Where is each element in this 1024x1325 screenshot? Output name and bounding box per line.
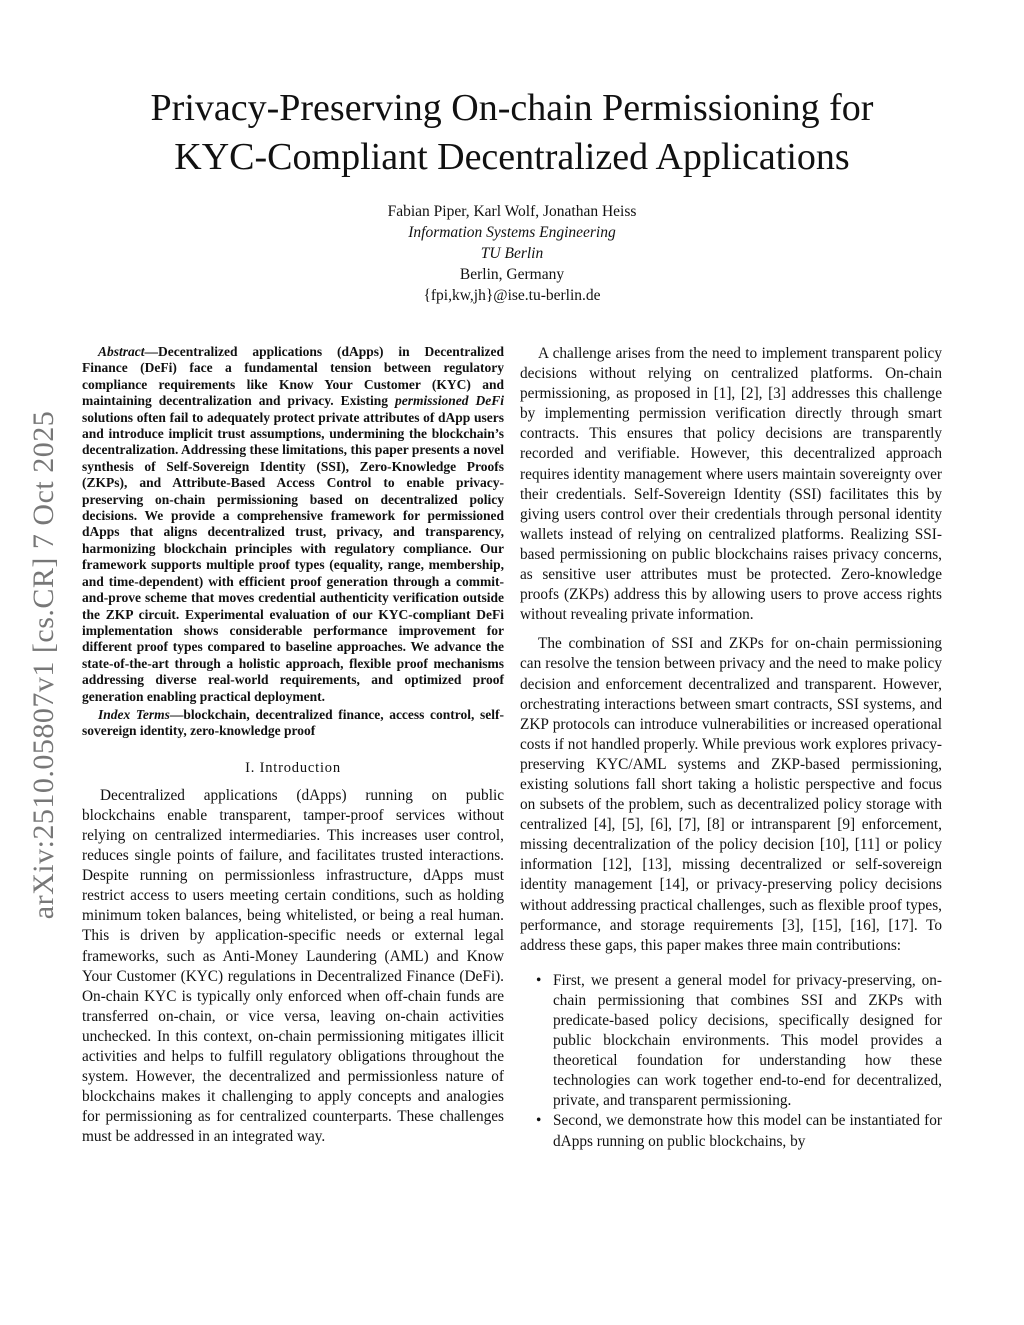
author-names: Fabian Piper, Karl Wolf, Jonathan Heiss — [387, 203, 637, 220]
section-heading: I. Introduction — [245, 759, 341, 776]
intro-paragraph-3: The combination of SSI and ZKPs for on-chain permissioning can resolve the tension between privacy and the need to make policy decision and enforcement decentralized and transparent. However, orchestrating interactions between smart contracts, SSI systems, and ZKP protocols can introduce vulnerabilities or increased operational costs if not handled properly. While previous work explores privacy-preserving KYC/AML systems and ZKP-based permissioning, existing solutions fall short taking a holistic perspective and focus on subsets of the problem, such as decentralized policy storage with centralized [4], [5], [6], [7], [8] or intransparent [9] enforcement, missing decentralization of the policy decision [10], [11] or policy information [12], [13], missing decentralized or self-sovereign identity management [14], or privacy-preserving policy decisions without addressing practical challenges, such as flexible proof types, performance, and storage requirements [3], [15], [16], [17]. To address these gaps, this paper makes three main contributions: — [520, 635, 942, 954]
author-location: Berlin, Germany — [459, 266, 565, 283]
abstract-text-2: solutions often fail to adequately protect private attributes of dApp users and introduce implicit trust assumptions, undermining the blockchain’s decentralization. Addressing these limitations, this paper presents a novel synthesis of Self-Sovereign Identity (SSI), Zero-Knowledge Proofs (ZKPs), and Attribute-Based Access Control to enable privacy-preserving on-chain permissioning based on decentralized policy decisions. We provide a comprehensive framework for permissioned dApps that aligns decentralized trust, privacy, and transparency, harmonizing blockchain principles with regulatory compliance. Our framework supports multiple proof types (equality, range, membership, and time-dependent) with efficient proof generation through a commit-and-prove scheme that moves credential authenticity verification outside the ZKP circuit. Experimental evaluation of our KYC-compliant DeFi implementation shows considerable performance improvement for different proof types compared to baseline approaches. We advance the state-of-the-art through a holistic approach, flexible proof mechanisms addressing diverse real-world requirements, and optimized proof generation enabling practical deployment. — [82, 409, 504, 704]
index-terms — [82, 707, 504, 740]
author-university: TU Berlin — [480, 245, 544, 262]
left-column — [82, 344, 504, 1147]
contributions-list — [520, 971, 942, 1152]
arxiv-identifier: arXiv:2510.05807v1 [cs.CR] 7 Oct 2025 — [27, 410, 60, 920]
abstract-emphasis: permissioned DeFi — [394, 393, 504, 409]
contribution-item: • First, we present a general model for privacy-preserving, on-chain permissioning that combines SSI and ZKPs with predicate-based policy decisions, specifically designed for public blockchain environments. This model provides a theoretical foundation for understanding how these technologies can work together end-to-end for decentralized, private, and transparent permissioning. — [553, 971, 942, 1112]
abstract-label: Abstract — [98, 344, 145, 359]
author-block — [212, 201, 812, 306]
title-line-1: Privacy-Preserving On-chain Permissioning for — [150, 87, 874, 129]
author-email: {fpi,kw,jh}@ise.tu-berlin.de — [423, 287, 601, 304]
intro-paragraph-2: A challenge arises from the need to implement transparent policy decisions without relying on centralized platforms. On-chain permissioning, as proposed in [1], [2], [3] addresses this challenge by implementing permission verification directly through smart contracts. This ensures that policy decisions are transparently recorded and verifiable. However, this decentralized approach requires identity management where users maintain sovereignty over their credentials. Self-Sovereign Identity (SSI) facilitates this by giving users control over their credentials through personal identity wallets instead of relying on centralized platforms. Realizing SSI-based permissioning on public blockchains raises privacy concerns, as sensitive user attributes must be protected. Zero-knowledge proofs (ZKPs) address this by allowing users to prove access rights without revealing private information. — [520, 345, 942, 624]
index-terms-label: Index Terms — [98, 706, 170, 722]
arxiv-sidebar-stamp — [22, 365, 66, 965]
contribution-item: • Second, we demonstrate how this model can be instantiated for dApps running on public blockchains, by — [553, 1111, 942, 1151]
title-line-2: KYC-Compliant Decentralized Applications — [174, 136, 850, 178]
index-terms-text: —blockchain, decentralized finance, access control, self-sovereign identity, zero-knowledge proof — [82, 706, 504, 739]
intro-paragraph-1: Decentralized applications (dApps) running on public blockchains enable transparent, tamper-proof services without relying on centralized intermediaries. This increases user control, reduces single points of failure, and facilitates trusted interactions. Despite running on permissionless infrastructure, dApps must restrict access to users meeting certain conditions, such as holding minimum token balances, being whitelisted, or being a real human. This is driven by application-specific needs or external legal frameworks, such as Anti-Money Laundering (AML) and Know Your Customer (KYC) regulations in Decentralized Finance (DeFi). On-chain KYC is typically only enforced when off-chain funds are transferred on-chain, or vice versa, leaving on-chain activities unchecked. In this context, on-chain permissioning mitigates illicit activities and helps to fulfill regulatory obligations throughout the system. However, the decentralized and permissionless nature of blockchains makes it challenging to apply concepts and analogies for permissioning as for centralized counterparts. These challenges must be addressed in an integrated way. — [82, 786, 504, 1146]
abstract-text-1: —Decentralized applications (dApps) in Decentralized Finance (DeFi) face a fundamental tension between regulatory compliance requirements like Know Your Customer (KYC) and maintaining decentralization and privacy. Existing — [82, 344, 504, 409]
author-department: Information Systems Engineering — [408, 224, 616, 241]
right-column — [520, 344, 942, 1152]
abstract-paragraph — [82, 344, 504, 705]
paper-title — [60, 84, 964, 182]
